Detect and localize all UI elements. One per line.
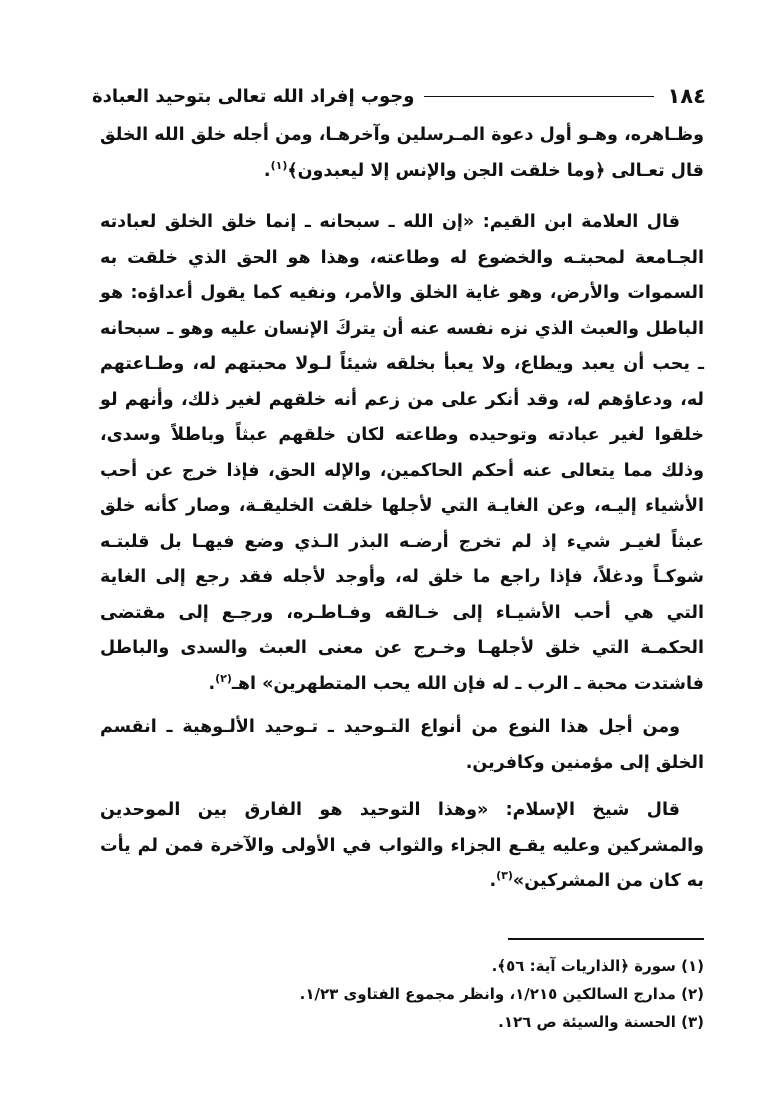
running-header: [92, 78, 706, 114]
paragraph-1: وظـاهره، وهـو أول دعوة المـرسلين وآخرهـا، ومن أجله خلق الله الخلق قال تعـالى ﴿وما خلقت الجن والإنس إلا ليعبدون﴾$^{(١)}$.: [100, 125, 704, 181]
body-text: [100, 118, 704, 912]
footnote-2: (٢) مدارج السالكين ١/٢١٥، وانظر مجموع الفتاوى ١/٢٣.: [299, 985, 704, 1003]
header-rule: [424, 96, 653, 97]
paragraph-2: قال العلامة ابن القيم: «إن الله ـ سبحانه ـ إنما خلق الخلق لعبادته الجـامعة لمحبتـه والخضوع له وطاعته، وهذا هو الحق الذي خلقت به السموات والأرض، وهو غاية الخلق والأمر، ونفيه كما يقول أعداؤه: هو الباطل والعبث الذي نزه نفسه عنه أن يتركَ الإنسان عليه وهو ـ سبحانه ـ يحب أن يعبد ويطاع، ولا يعبأ بخلقه شيئاً لـولا محبتهم له، وطـاعتهم له، ودعاؤهم له، وقد أنكر على من زعم أنه خلقهم لغير ذلك، وأنهم لو خلقوا لغير عبادته وتوحيده وطاعته لكان خلقهم عبثاً وباطلاً وسدى، وذلك مما يتعالى عنه أحكم الحاكمين، والإله الحق، فإذا خرج عن أحب الأشياء إليـه، وعن الغايـة التي لأجلها خلقت الخليقـة، وصار كأنه خلق عبثاً لغيـر شيء إذ لم تخرج أرضـه البذر الـذي وضع فيهـا بل قلبتـه شوكـاً ودغلاً، فإذا راجع ما خلق له، وأوجد لأجله فقد رجع إلى الغاية التي هي أحب الأشيـاء إلى خـالقه وفـاطـره، ورجـع إلى مقتضى الحكمـة التي خلق لأجلهـا وخـرج عن معنى العبث والسدى والباطل فاشتدت محبة ـ الرب ـ له فإن الله يحب المتطهرين» اهـ$^{(٢)}$.: [100, 212, 704, 694]
footnote-ref-2: (٢): [215, 671, 232, 685]
footnotes: [100, 952, 704, 1036]
paragraph-3: ومن أجل هذا النوع من أنواع التـوحيد ـ تـوحيد الألـوهية ـ انقسم الخلق إلى مؤمنين وكافرين.: [100, 717, 704, 773]
footnote-ref-3: (٣): [496, 869, 513, 883]
paragraph-4: قال شيخ الإسلام: «وهذا التوحيد هو الفارق بين الموحدين والمشركين وعليه يقـع الجزاء والثواب في الأولى والآخرة فمن لم يأت به كان من المشركين»$^{(٣)}$.: [100, 800, 704, 891]
footnote-ref-1: (١): [270, 158, 288, 172]
footnote-3: (٣) الحسنة والسيئة ص ١٢٦.: [498, 1013, 704, 1031]
page-number: ١٨٤: [667, 84, 706, 108]
footnote-separator: [508, 938, 704, 940]
footnote-1: (١) سورة ﴿الذاريات آية: ٥٦﴾.: [491, 957, 704, 975]
chapter-title: وجوب إفراد الله تعالى بتوحيد العبادة: [92, 85, 415, 107]
